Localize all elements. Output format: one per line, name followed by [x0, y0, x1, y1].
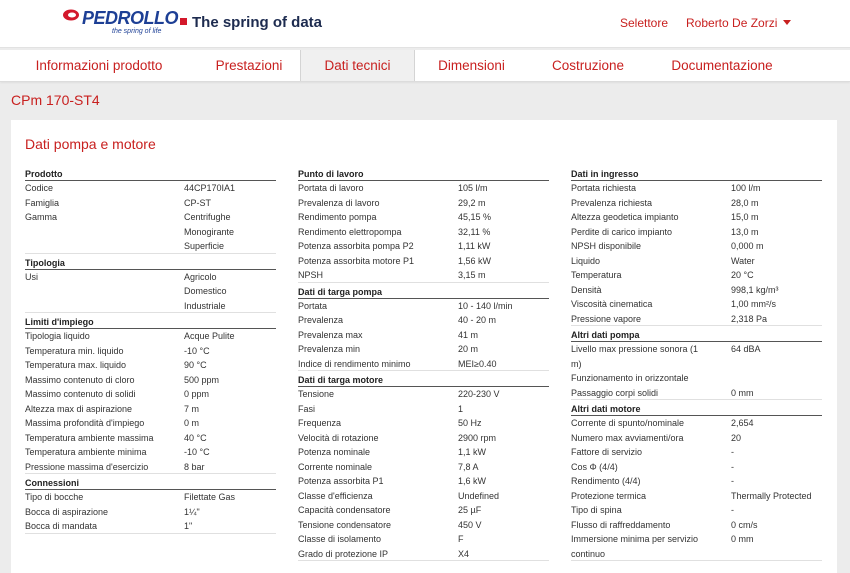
- tagline: [180, 14, 322, 31]
- spec-label: Portata di lavoro: [298, 183, 364, 193]
- section-title-altri-dati-pompa: Altri dati pompa: [571, 329, 822, 342]
- tab-prestazioni[interactable]: Prestazioni: [215, 58, 283, 73]
- spec-label: Tensione: [298, 389, 335, 399]
- spec-label: Numero max avviamenti/ora: [571, 432, 684, 443]
- spec-label: Portata richiesta: [571, 183, 637, 193]
- spec-label: Velocità di rotazione: [298, 432, 379, 443]
- spec-row-pressione-massima-d-esercizio: [25, 460, 276, 475]
- column-3: [571, 168, 822, 561]
- red-square-icon: [180, 18, 187, 25]
- column-1: [25, 168, 276, 534]
- spec-row-indice-di-rendimento-minimo: [298, 357, 549, 372]
- section-title-altri-dati-motore: Altri dati motore: [571, 403, 822, 416]
- spec-label: Altezza geodetica impianto: [571, 212, 679, 222]
- spec-value: Thermally Protected: [731, 490, 812, 501]
- spec-value: 2900 rpm: [458, 432, 497, 443]
- spec-label: NPSH: [298, 270, 324, 280]
- spec-value: -: [731, 476, 734, 486]
- spec-label: Potenza nominale: [298, 447, 371, 457]
- spec-row-prevalenza: [298, 313, 549, 328]
- spec-row-immersione-minima-per-servizio: [571, 532, 822, 561]
- section-title-punto-di-lavoro: Punto di lavoro: [298, 168, 549, 181]
- spec-label: Massimo contenuto di cloro: [25, 374, 135, 385]
- spec-value: Water: [731, 255, 755, 266]
- user-menu[interactable]: [686, 16, 791, 30]
- spec-row-densita: [571, 283, 822, 298]
- spec-row-npsh-disponibile: [571, 239, 822, 254]
- spec-label: Tensione condensatore: [298, 519, 392, 530]
- spec-row-potenza-assorbita-pompa-p2: [298, 239, 549, 254]
- tab-documentazione[interactable]: Documentazione: [671, 58, 773, 73]
- spec-label: Prevalenza richiesta: [571, 197, 653, 208]
- spec-value: Filettate Gas: [184, 492, 236, 502]
- spec-label: Temperatura ambiente massima: [25, 432, 154, 443]
- spec-row-prevalenza-min: [298, 342, 549, 357]
- spec-row-prevalenza-richiesta: [571, 196, 822, 211]
- spec-value: 15,0 m: [731, 212, 759, 222]
- spec-row-famiglia: [25, 196, 276, 211]
- spec-label: Bocca di mandata: [25, 521, 98, 531]
- spec-row-viscosita-cinematica: [571, 297, 822, 312]
- spec-value: 1,56 kW: [458, 255, 492, 266]
- spec-label: Immersione minima per servizio: [571, 534, 699, 544]
- page-title: CPm 170-ST4: [11, 92, 100, 108]
- spec-row-corrente-di-spunto-nominale: [571, 416, 822, 431]
- spec-row-grado-di-protezione-ip: [298, 547, 549, 562]
- spec-value: 20 °C: [731, 270, 754, 280]
- spec-row-temperatura-ambiente-minima: [25, 445, 276, 460]
- spec-label: Rendimento pompa: [298, 212, 377, 222]
- tab-informazioni-prodotto[interactable]: Informazioni prodotto: [35, 58, 163, 73]
- spec-label: Prevalenza: [298, 315, 344, 325]
- spec-value: 100 l/m: [731, 183, 761, 193]
- spec-value: 40 °C: [184, 432, 207, 443]
- spec-label: Corrente nominale: [298, 461, 373, 472]
- spec-value: 3,15 m: [458, 270, 486, 280]
- spec-row-passaggio-corpi-solidi: [571, 386, 822, 401]
- spec-row-rendimento-elettropompa: [298, 225, 549, 240]
- tab-dimensioni[interactable]: Dimensioni: [438, 58, 505, 73]
- spec-label: Tipo di bocche: [25, 492, 84, 502]
- spec-value: 998,1 kg/m³: [731, 284, 779, 295]
- spec-label: Pressione massima d'esercizio: [25, 461, 149, 472]
- spec-value: 105 l/m: [458, 183, 488, 193]
- spec-value: 7 m: [184, 403, 200, 414]
- spec-label-continued: continuo: [571, 548, 606, 559]
- spec-label: Massimo contenuto di solidi: [25, 389, 136, 399]
- spec-value: 450 V: [458, 519, 482, 530]
- spec-row-corrente-nominale: [298, 460, 549, 475]
- spec-value: 1¼": [184, 506, 200, 517]
- spec-value: 220-230 V: [458, 389, 500, 399]
- spec-value: 0 mm: [731, 534, 754, 544]
- spec-row-temperatura-ambiente-massima: [25, 431, 276, 446]
- spec-row-tipo-di-spina: [571, 503, 822, 518]
- spec-value: 20: [731, 432, 742, 443]
- caret-down-icon: [783, 20, 791, 25]
- spec-row-funzionamento-in-orizzontale: [571, 371, 822, 386]
- spec-value: -10 °C: [184, 345, 210, 356]
- spec-value: Monogirante: [184, 226, 235, 237]
- tab-costruzione[interactable]: Costruzione: [551, 58, 625, 73]
- spec-value: 20 m: [458, 344, 479, 354]
- tab-dati-tecnici[interactable]: Dati tecnici: [300, 50, 415, 81]
- brand-tag: the spring of life: [112, 28, 162, 35]
- spec-row-pressione-vapore: [571, 312, 822, 327]
- spec-value: 44CP170IA1: [184, 183, 236, 193]
- spec-value: 0 mm: [731, 387, 754, 398]
- spec-label: Densità: [571, 284, 602, 295]
- spec-value: Acque Pulite: [184, 331, 235, 341]
- section-title-connessioni: Connessioni: [25, 477, 276, 490]
- spec-label: Prevalenza di lavoro: [298, 197, 380, 208]
- spec-value: 7,8 A: [458, 461, 479, 472]
- spec-row-fasi: [298, 402, 549, 417]
- spec-label: Liquido: [571, 255, 601, 266]
- brand-name: PEDROLLO: [82, 8, 179, 28]
- spec-value: 1,1 kW: [458, 447, 487, 457]
- spec-row-temperatura-min-liquido: [25, 344, 276, 359]
- spec-label: Tipo di spina: [571, 505, 622, 515]
- spec-row-prevalenza-di-lavoro: [298, 196, 549, 211]
- spec-row-numero-max-avviamenti-ora: [571, 431, 822, 446]
- spec-row-bocca-di-mandata: [25, 519, 276, 534]
- card-title: Dati pompa e motore: [25, 136, 156, 152]
- spec-value: 40 - 20 m: [458, 315, 497, 325]
- section-title-dati-di-targa-pompa: Dati di targa pompa: [298, 286, 549, 299]
- spec-value: 0 m: [184, 418, 200, 428]
- spec-value: 1,6 kW: [458, 476, 487, 486]
- spec-label: Famiglia: [25, 197, 60, 208]
- spec-row-potenza-assorbita-motore-p1: [298, 254, 549, 269]
- spec-label: Cos Φ (4/4): [571, 461, 618, 472]
- spec-row-potenza-nominale: [298, 445, 549, 460]
- spec-row-perdite-di-carico-impianto: [571, 225, 822, 240]
- spec-row-portata-di-lavoro: [298, 181, 549, 196]
- spec-label: Potenza assorbita pompa P2: [298, 241, 414, 251]
- logo-swirl-icon: [62, 8, 80, 22]
- spec-row-gamma: [25, 210, 276, 254]
- spec-label: Grado di protezione IP: [298, 548, 389, 559]
- spec-label: Fattore di servizio: [571, 447, 643, 457]
- spec-value: 50 Hz: [458, 418, 482, 428]
- spec-value: 500 ppm: [184, 374, 220, 385]
- spec-row-fattore-di-servizio: [571, 445, 822, 460]
- spec-value: Domestico: [184, 286, 227, 296]
- spec-value: Agricolo: [184, 271, 217, 282]
- column-2: [298, 168, 549, 561]
- spec-label: Classe di isolamento: [298, 534, 382, 544]
- section-title-limiti-d-impiego: Limiti d'impiego: [25, 316, 276, 329]
- spec-row-massimo-contenuto-di-solidi: [25, 387, 276, 402]
- section-title-dati-di-targa-motore: Dati di targa motore: [298, 374, 549, 387]
- spec-value: 41 m: [458, 329, 479, 340]
- spec-label: Capacità condensatore: [298, 505, 391, 515]
- spec-row-flusso-di-raffreddamento: [571, 518, 822, 533]
- spec-value: Centrifughe: [184, 212, 231, 222]
- spec-row-massima-profondita-d-impiego: [25, 416, 276, 431]
- spec-value: 10 - 140 l/min: [458, 300, 513, 311]
- spec-value: 8 bar: [184, 461, 205, 472]
- spec-label: Codice: [25, 183, 54, 193]
- spec-row-capacita-condensatore: [298, 503, 549, 518]
- spec-label-continued: m): [571, 358, 582, 369]
- tagline-text: The spring of data: [192, 14, 323, 31]
- spec-value: 1,11 kW: [458, 241, 491, 251]
- spec-value: 90 °C: [184, 360, 207, 370]
- spec-label: Indice di rendimento minimo: [298, 358, 411, 369]
- spec-value: Undefined: [458, 490, 500, 501]
- selector-link[interactable]: Selettore: [620, 16, 669, 30]
- spec-label: Rendimento (4/4): [571, 476, 641, 486]
- spec-value: CP-ST: [184, 197, 211, 208]
- spec-label: Fasi: [298, 403, 316, 414]
- spec-label: Gamma: [25, 212, 58, 222]
- spec-label: Frequenza: [298, 418, 342, 428]
- user-name: Roberto De Zorzi: [686, 16, 778, 30]
- spec-row-liquido: [571, 254, 822, 269]
- spec-value: X4: [458, 548, 470, 559]
- spec-row-tensione-condensatore: [298, 518, 549, 533]
- spec-value: -: [731, 447, 734, 457]
- section-title-prodotto: Prodotto: [25, 168, 276, 181]
- spec-label: Temperatura: [571, 270, 622, 280]
- spec-value: 1": [184, 521, 193, 531]
- spec-value: 28,0 m: [731, 197, 759, 208]
- spec-value: 32,11 %: [458, 226, 491, 237]
- spec-label: Perdite di carico impianto: [571, 226, 673, 237]
- spec-label: Prevalenza min: [298, 344, 361, 354]
- spec-label: Portata: [298, 300, 328, 311]
- spec-row-codice: [25, 181, 276, 196]
- spec-value: 2,654: [731, 418, 754, 428]
- spec-value: 0,000 m: [731, 241, 764, 251]
- product-tabs: [0, 50, 850, 82]
- spec-label: Bocca di aspirazione: [25, 506, 109, 517]
- spec-value: 1: [458, 403, 464, 414]
- spec-row-frequenza: [298, 416, 549, 431]
- spec-row-portata: [298, 299, 549, 314]
- spec-row-velocita-di-rotazione: [298, 431, 549, 446]
- spec-label: Temperatura ambiente minima: [25, 447, 147, 457]
- data-card: [11, 120, 837, 573]
- spec-row-tipo-di-bocche: [25, 490, 276, 505]
- spec-row-massimo-contenuto-di-cloro: [25, 373, 276, 388]
- spec-row-altezza-geodetica-impianto: [571, 210, 822, 225]
- spec-label: Potenza assorbita P1: [298, 476, 384, 486]
- spec-label: Prevalenza max: [298, 329, 363, 340]
- pedrollo-logo[interactable]: [62, 8, 179, 40]
- section-title-tipologia: Tipologia: [25, 257, 276, 270]
- spec-value: Industriale: [184, 300, 226, 311]
- spec-label: Temperatura max. liquido: [25, 360, 127, 370]
- spec-row-temperatura-max-liquido: [25, 358, 276, 373]
- spec-row-tensione: [298, 387, 549, 402]
- spec-row-usi: [25, 270, 276, 314]
- spec-value: 2,318 Pa: [731, 313, 768, 324]
- spec-row-protezione-termica: [571, 489, 822, 504]
- spec-value: -: [731, 505, 734, 515]
- spec-label: Usi: [25, 271, 38, 282]
- spec-row-npsh: [298, 268, 549, 283]
- spec-row-bocca-di-aspirazione: [25, 505, 276, 520]
- section-title-dati-in-ingresso: Dati in ingresso: [571, 168, 822, 181]
- spec-value: 0 ppm: [184, 389, 210, 399]
- spec-label: Potenza assorbita motore P1: [298, 255, 415, 266]
- spec-value: 29,2 m: [458, 197, 486, 208]
- spec-row-classe-d-efficienza: [298, 489, 549, 504]
- spec-label: Massima profondità d'impiego: [25, 418, 145, 428]
- top-header: [0, 0, 850, 48]
- spec-row-cos-4-4: [571, 460, 822, 475]
- spec-value: Superficie: [184, 241, 225, 251]
- spec-label: Temperatura min. liquido: [25, 345, 124, 356]
- spec-row-livello-max-pressione-sonora-1: [571, 342, 822, 371]
- spec-label: Viscosità cinematica: [571, 299, 653, 309]
- spec-row-altezza-max-di-aspirazione: [25, 402, 276, 417]
- spec-value: F: [458, 534, 464, 544]
- spec-label: Flusso di raffreddamento: [571, 519, 671, 530]
- spec-row-rendimento-4-4: [571, 474, 822, 489]
- spec-label: Classe d'efficienza: [298, 490, 373, 501]
- spec-label: Protezione termica: [571, 490, 647, 501]
- spec-row-tipologia-liquido: [25, 329, 276, 344]
- spec-value: 1,00 mm²/s: [731, 299, 777, 309]
- spec-row-portata-richiesta: [571, 181, 822, 196]
- spec-value: 25 µF: [458, 505, 482, 515]
- spec-value: MEI≥0.40: [458, 358, 497, 369]
- spec-label: Tipologia liquido: [25, 331, 90, 341]
- spec-label: Pressione vapore: [571, 313, 642, 324]
- spec-row-prevalenza-max: [298, 328, 549, 343]
- spec-value: -: [731, 461, 734, 472]
- spec-label: Funzionamento in orizzontale: [571, 373, 689, 383]
- spec-value: 45,15 %: [458, 212, 492, 222]
- spec-label: Passaggio corpi solidi: [571, 387, 659, 398]
- spec-row-temperatura: [571, 268, 822, 283]
- spec-row-rendimento-pompa: [298, 210, 549, 225]
- spec-label: Altezza max di aspirazione: [25, 403, 133, 414]
- spec-label: Corrente di spunto/nominale: [571, 418, 685, 428]
- spec-label: Livello max pressione sonora (1: [571, 344, 699, 354]
- spec-label: Rendimento elettropompa: [298, 226, 402, 237]
- spec-value: -10 °C: [184, 447, 210, 457]
- spec-value: 64 dBA: [731, 344, 761, 354]
- spec-row-potenza-assorbita-p1: [298, 474, 549, 489]
- spec-value: 13,0 m: [731, 226, 759, 237]
- spec-label: NPSH disponibile: [571, 241, 642, 251]
- spec-value: 0 cm/s: [731, 519, 758, 530]
- spec-row-classe-di-isolamento: [298, 532, 549, 547]
